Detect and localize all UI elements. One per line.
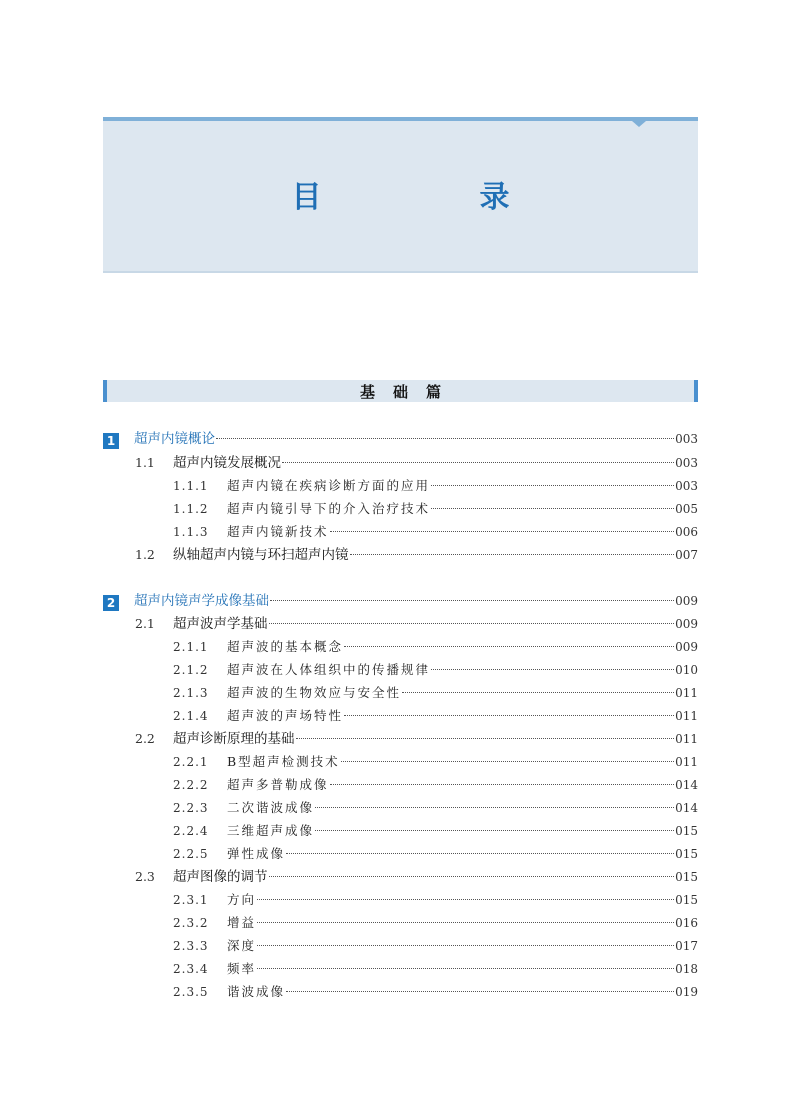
entry-title: 弹性成像 [227, 846, 286, 861]
page-number: 015 [675, 847, 698, 861]
page-number: 014 [675, 778, 698, 792]
dot-leader [344, 646, 674, 647]
entry-number: 2.2.4 [173, 824, 209, 838]
entry-number: 2.1.1 [173, 640, 209, 654]
entry-title: 超声内镜新技术 [227, 524, 329, 539]
page-number: 011 [675, 709, 698, 723]
page-number: 011 [675, 755, 698, 769]
entry-number: 2.1.3 [173, 686, 209, 700]
toc-entry-2-2-5[interactable] [173, 844, 698, 864]
banner-bottom-rule [103, 271, 698, 273]
page-number: 009 [675, 617, 698, 631]
toc-entry-1-1[interactable] [135, 453, 698, 473]
toc-entry-2-3-1[interactable] [173, 890, 698, 910]
page-number: 003 [675, 432, 698, 446]
entry-title: 超声内镜引导下的介入治疗技术 [227, 501, 431, 516]
dot-leader [315, 830, 674, 831]
entry-number: 1.2 [135, 547, 155, 562]
entry-title: 超声波的基本概念 [227, 639, 344, 654]
entry-title: 超声诊断原理的基础 [173, 731, 295, 747]
toc-entry-1-1-2[interactable] [173, 499, 698, 519]
page-number: 006 [675, 525, 698, 539]
dot-leader [402, 692, 674, 693]
page-number: 015 [675, 870, 698, 884]
toc-entry-2-3-5[interactable] [173, 982, 698, 1002]
dot-leader [269, 623, 675, 624]
entry-number: 2.2.1 [173, 755, 209, 769]
banner-top-rule [103, 117, 698, 121]
entry-title: 频率 [227, 961, 257, 976]
entry-title: 超声多普勒成像 [227, 777, 329, 792]
entry-title: B型超声检测技术 [227, 754, 340, 769]
entry-title: 超声波的声场特性 [227, 708, 344, 723]
entry-title: 深度 [227, 938, 257, 953]
dot-leader [257, 922, 674, 923]
page-number: 018 [675, 962, 698, 976]
toc-title-banner [103, 117, 698, 273]
dot-leader [269, 876, 675, 877]
page-number: 015 [675, 893, 698, 907]
toc-entry-2-3-3[interactable] [173, 936, 698, 956]
section-banner [103, 380, 698, 402]
dot-leader [330, 784, 675, 785]
entry-title: 超声内镜在疾病诊断方面的应用 [227, 478, 431, 493]
dot-leader [216, 438, 674, 439]
entry-title: 方向 [227, 892, 257, 907]
entry-title: 超声图像的调节 [173, 869, 268, 885]
toc-entry-2-2-2[interactable] [173, 775, 698, 795]
section-banner-right-bar [694, 380, 698, 402]
entry-title: 超声波的生物效应与安全性 [227, 685, 402, 700]
entry-number: 2.3.5 [173, 985, 209, 999]
page-number: 003 [675, 456, 698, 470]
page-number: 014 [675, 801, 698, 815]
dot-leader [431, 485, 674, 486]
toc-entry-2-1[interactable] [135, 614, 698, 634]
page-number: 019 [675, 985, 698, 999]
page-number: 011 [675, 732, 698, 746]
entry-title: 二次谐波成像 [227, 800, 315, 815]
dot-leader [350, 554, 675, 555]
chapter-title: 超声内镜声学成像基础 [134, 593, 269, 609]
entry-number: 2.1 [135, 616, 155, 631]
dot-leader [296, 738, 675, 739]
entry-title: 超声内镜发展概况 [173, 455, 281, 471]
entry-title: 谐波成像 [227, 984, 286, 999]
entry-number: 2.2.2 [173, 778, 209, 792]
entry-number: 2.2 [135, 731, 155, 746]
dot-leader [341, 761, 674, 762]
dot-leader [315, 807, 674, 808]
dot-leader [257, 899, 674, 900]
toc-entry-1-2[interactable] [135, 545, 698, 565]
entry-number: 2.3.3 [173, 939, 209, 953]
dot-leader [270, 600, 674, 601]
toc-entry-2-1-3[interactable] [173, 683, 698, 703]
banner-notch [632, 121, 646, 127]
page-number: 009 [675, 640, 698, 654]
dot-leader [257, 968, 674, 969]
entry-title: 超声波声学基础 [173, 616, 268, 632]
entry-number: 2.1.2 [173, 663, 209, 677]
toc-entry-2-3-4[interactable] [173, 959, 698, 979]
toc-entry-1-1-3[interactable] [173, 522, 698, 542]
dot-leader [286, 991, 674, 992]
dot-leader [286, 853, 674, 854]
entry-number: 1.1 [135, 455, 155, 470]
entry-number: 2.3.1 [173, 893, 209, 907]
chapter-title: 超声内镜概论 [134, 431, 215, 447]
entry-number: 1.1.2 [173, 502, 209, 516]
entry-number: 2.1.4 [173, 709, 209, 723]
entry-title: 超声波在人体组织中的传播规律 [227, 662, 431, 677]
entry-title: 三维超声成像 [227, 823, 315, 838]
toc-entry-1-1-1[interactable] [173, 476, 698, 496]
page-number: 005 [675, 502, 698, 516]
toc-entry-2-3-2[interactable] [173, 913, 698, 933]
toc-entry-2-2-1[interactable] [173, 752, 698, 772]
entry-number: 2.3 [135, 869, 155, 884]
page-number: 010 [675, 663, 698, 677]
dot-leader [282, 462, 674, 463]
chapter-number-badge: 2 [103, 595, 119, 611]
toc-entry-2-2[interactable] [135, 729, 698, 749]
page-number: 011 [675, 686, 698, 700]
page-number: 003 [675, 479, 698, 493]
toc-entry-2-2-3[interactable] [173, 798, 698, 818]
dot-leader [330, 531, 675, 532]
toc-entry-2-1-2[interactable] [173, 660, 698, 680]
page-number: 015 [675, 824, 698, 838]
entry-number: 2.3.4 [173, 962, 209, 976]
entry-title: 增益 [227, 915, 257, 930]
toc-chapter-2[interactable] [103, 591, 698, 611]
dot-leader [431, 669, 674, 670]
entry-title: 纵轴超声内镜与环扫超声内镜 [173, 547, 349, 563]
page-title: 目 录 [291, 180, 574, 215]
section-title: 基础篇 [359, 383, 459, 401]
dot-leader [344, 715, 674, 716]
page-number: 007 [675, 548, 698, 562]
toc-entry-2-2-4[interactable] [173, 821, 698, 841]
entry-number: 1.1.1 [173, 479, 209, 493]
toc-entry-2-3[interactable] [135, 867, 698, 887]
chapter-number-badge: 1 [103, 433, 119, 449]
page-number: 016 [675, 916, 698, 930]
toc-chapter-1[interactable] [103, 429, 698, 449]
entry-number: 2.2.5 [173, 847, 209, 861]
toc-entry-2-1-4[interactable] [173, 706, 698, 726]
entry-number: 1.1.3 [173, 525, 209, 539]
entry-number: 2.2.3 [173, 801, 209, 815]
page-number: 017 [675, 939, 698, 953]
page-number: 009 [675, 594, 698, 608]
dot-leader [431, 508, 674, 509]
dot-leader [257, 945, 674, 946]
toc-entry-2-1-1[interactable] [173, 637, 698, 657]
entry-number: 2.3.2 [173, 916, 209, 930]
